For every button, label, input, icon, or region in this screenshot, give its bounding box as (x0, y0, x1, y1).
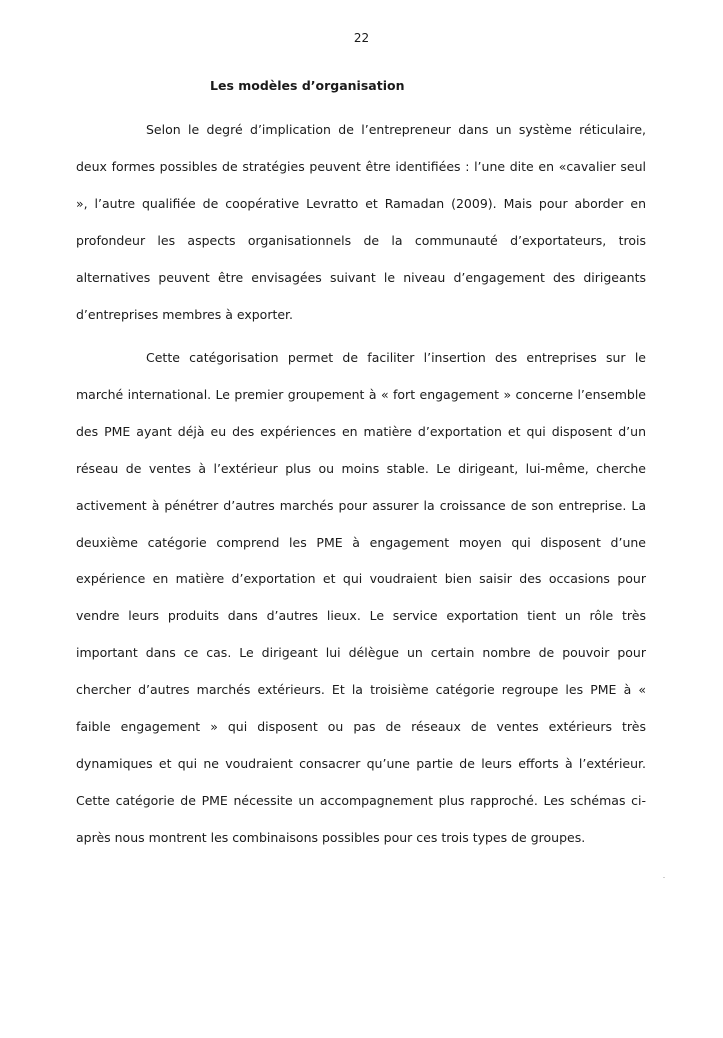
section-title: Les modèles d’organisation (210, 78, 405, 93)
paragraph-2: Cette catégorisation permet de faciliter l’insertion des entreprises sur le marché international. Le premier groupement à « fort engagement » concerne l’ensemble des PME ayant déjà eu des expériences en matière d’exportation et qui disposent d’un réseau de ventes à l’extérieur plus ou moins stable. Le dirigeant, lui-même, cherche activement à pénétrer d’autres marchés pour assurer la croissance de son entreprise. La deuxième catégorie comprend les PME à engagement moyen qui disposent d’une expérience en matière d’exportation et qui voudraient bien saisir des occasions pour vendre leurs produits dans d’autres lieux. Le service exportation tient un rôle très important dans ce cas. Le dirigeant lui délègue un certain nombre de pouvoir pour chercher d’autres marchés extérieurs. Et la troisième catégorie regroupe les PME à « faible engagement » qui disposent ou pas de réseaux de ventes extérieurs très dynamiques et qui ne voudraient consacrer qu’une partie de leurs efforts à l’extérieur. Cette catégorie de PME nécessite un accompagnement plus rapproché. Les schémas ci-après nous montrent les combinaisons possibles pour ces trois types de groupes. (76, 350, 646, 845)
page-number: 22 (353, 31, 370, 45)
scan-speck (663, 877, 665, 878)
paragraph-1: Selon le degré d’implication de l’entrepreneur dans un système réticulaire, deux formes possibles de stratégies peuvent être identifiées : l’une dite en «cavalier seul », l’autre qualifiée de coopérative Levratto et Ramadan (2009). Mais pour aborder en profondeur les aspects organisationnels de la communauté d’exportateurs, trois alternatives peuvent être envisagées suivant le niveau d’engagement des dirigeants d’entreprises membres à exporter. (76, 122, 646, 322)
